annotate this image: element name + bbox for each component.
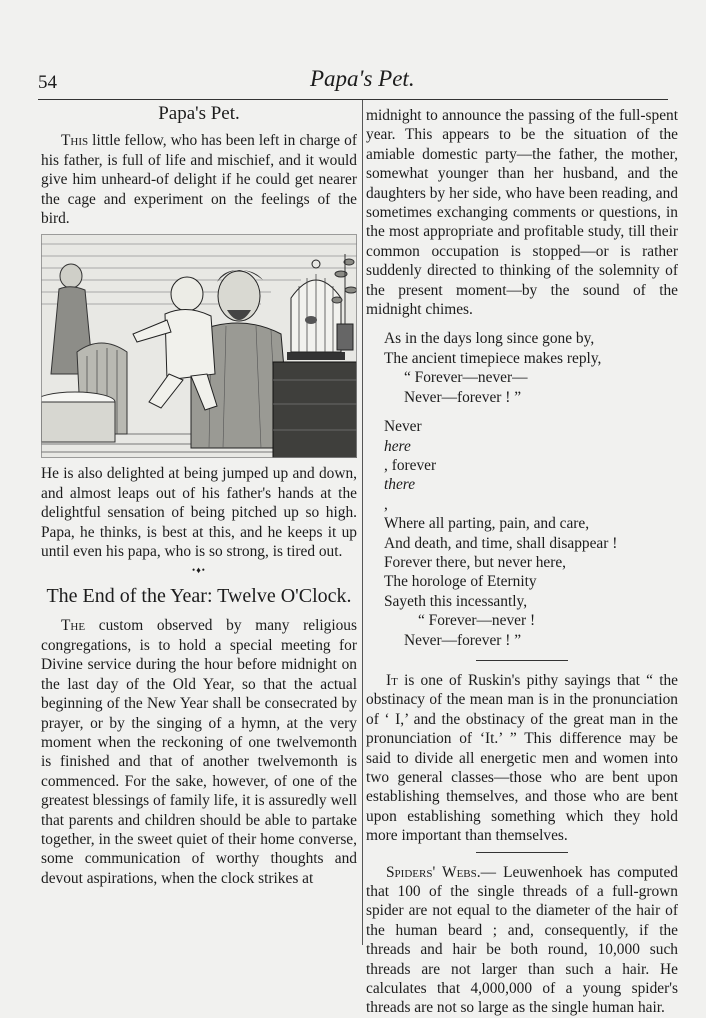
page-header <box>38 66 666 96</box>
paragraph: It is one of Ruskin's pithy sayings that “ the obstinacy of the mean man is in the pronunciation of ‘ I,’ and the obstinacy of the great man in the pronunciation of ‘It.’ ” This difference may be said to divide all energetic men and women into two general classes—those who are bent upon establishing themselves, and those who are bent upon establishing something which they hold more important than themselves. <box>366 671 678 845</box>
engraving-illustration <box>41 234 357 458</box>
verse-stanza-1: As in the days long since gone by, The ancient timepiece makes reply, “ Forever—never— Never—forever ! ” <box>384 330 602 406</box>
left-column <box>41 104 357 888</box>
running-title: Papa's Pet. <box>310 66 415 91</box>
paragraph: Spiders' Webs.— Leuwenhoek has computed that 100 of the single threads of a full-grown spider are not equal to the diameter of the hair of the human beard ; and, consequently, if the threads and hair be both round, 10,000 such threads are not larger than such a hair. He calculates that 4,000,000 of a young spider's threads are not so large as the single human hair. <box>366 863 678 1017</box>
section-rule <box>476 852 568 853</box>
paragraph: He is also delighted at being jumped up and down, and almost leaps out of his father's hands at the delightful sensation of being pitched up so high. Papa, he thinks, is best at this, and he keeps it up until even his papa, who is so strong, is tired out. <box>41 465 357 561</box>
drop-lead: It <box>386 671 398 689</box>
paragraph: This little fellow, who has been left in charge of his father, is full of life and mischief, and it would give him unheard-of delight if he could get nearer the cage and experiment on the feelings of the bird. <box>41 132 357 228</box>
article-title-end-of-year: The End of the Year: Twelve O'Clock. <box>46 585 352 608</box>
column-divider <box>362 100 363 945</box>
verse-stanza-2: Never here , forever there , Where all parting, pain, and care, And death, and time, shall disappear ! Forever there, but never here, The horologe of Eternity Sayeth this incessantly, “ Forever—never ! Never—forever ! ” <box>384 418 618 649</box>
drop-lead: This <box>61 132 89 150</box>
right-column <box>366 106 678 1018</box>
section-rule <box>476 660 568 661</box>
paragraph: midnight to announce the passing of the full-spent year. This appears to be the situation of the amiable domestic party—the father, the mother, somewhat younger than her husband, and the daughters by her side, who have been reading, and sometimes exchanging comments or questions, in the most appropriate and profitable study, till their common occupation is stopped—or is rather suddenly directed to thinking of the solemnity of the present moment—by the sound of the midnight chimes. <box>366 107 678 319</box>
section-lead: Spiders' Webs. <box>386 863 481 881</box>
drop-lead: The <box>61 617 86 635</box>
section-ornament: •♦• <box>192 565 206 576</box>
article-title-papas-pet: Papa's Pet. <box>158 103 240 124</box>
paragraph: The custom observed by many religious congregations, is to hold a special meeting for Divine service during the hour before midnight on the last day of the Old Year, so that the actual beginning of the New Year shall be consecrated by prayer, or by the singing of a hymn, at the very moment when the reckoning of one twelvemonth is finished and that of another twelvemonth is commenced. For the sake, however, of one of the greatest blessings of family life, it is assuredly well that parents and children should be able to partake together, in the sweet quiet of their home converse, some communication of worthy thoughts and devout aspirations, when the clock strikes at <box>41 617 357 887</box>
header-rule <box>38 99 668 100</box>
page-number: 54 <box>38 72 57 93</box>
